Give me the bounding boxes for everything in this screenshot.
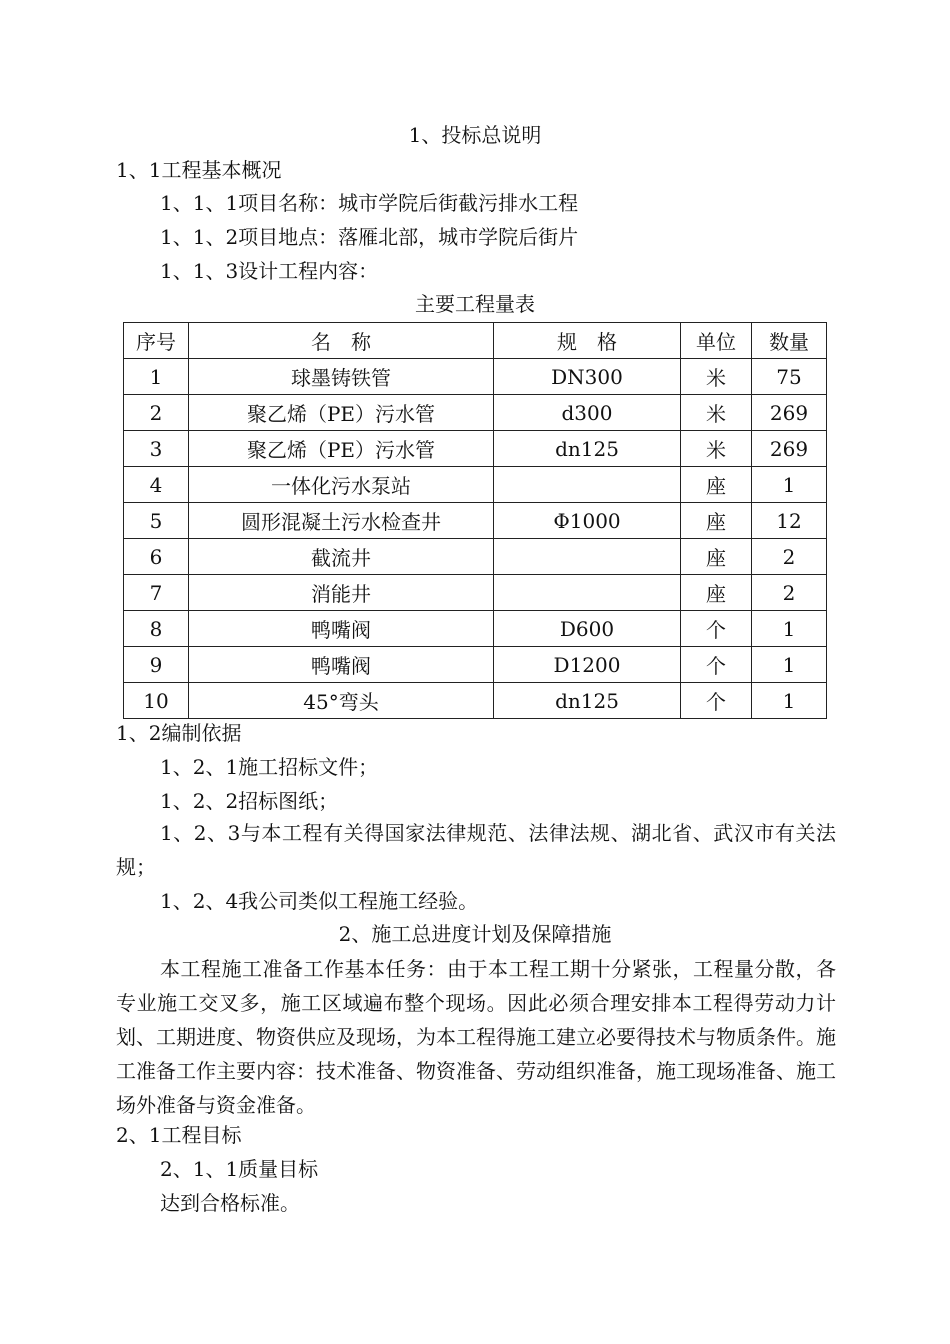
- header-unit: 单位: [681, 323, 752, 359]
- cell-spec: DN300: [494, 359, 681, 395]
- cell-unit: 个: [681, 683, 752, 719]
- cell-name: 聚乙烯（PE）污水管: [189, 395, 494, 431]
- project-location-line: 1、1、2项目地点：落雁北部，城市学院后街片: [160, 225, 579, 249]
- section-1-title: 1、投标总说明: [408, 123, 542, 147]
- cell-index: 8: [124, 611, 189, 647]
- table-row: [124, 611, 827, 647]
- design-content-line: 1、1、3设计工程内容：: [160, 259, 379, 283]
- header-index: 序号: [124, 323, 189, 359]
- header-quantity: 数量: [752, 323, 827, 359]
- cell-spec: d300: [494, 395, 681, 431]
- cell-name: 圆形混凝土污水检查井: [189, 503, 494, 539]
- cell-name: 45°弯头: [189, 683, 494, 719]
- cell-name: 一体化污水泵站: [189, 467, 494, 503]
- section-2-1-heading: 2、1工程目标: [116, 1123, 242, 1147]
- section-1-1-heading: 1、1工程基本概况: [116, 158, 282, 182]
- cell-unit: 座: [681, 503, 752, 539]
- basis-item-1: 1、2、1施工招标文件；: [160, 755, 379, 779]
- cell-spec: D600: [494, 611, 681, 647]
- quality-target-heading: 2、1、1质量目标: [160, 1157, 319, 1181]
- cell-unit: 米: [681, 359, 752, 395]
- cell-quantity: 1: [752, 467, 827, 503]
- basis-item-3: 1、2、3与本工程有关得国家法律规范、法律法规、湖北省、武汉市有关法规；: [116, 821, 836, 879]
- cell-index: 4: [124, 467, 189, 503]
- cell-index: 3: [124, 431, 189, 467]
- cell-name: 截流井: [189, 539, 494, 575]
- table-title: 主要工程量表: [415, 292, 535, 316]
- cell-spec: D1200: [494, 647, 681, 683]
- cell-spec: [494, 539, 681, 575]
- cell-spec: dn125: [494, 431, 681, 467]
- basis-item-4: 1、2、4我公司类似工程施工经验。: [160, 889, 479, 913]
- cell-index: 6: [124, 539, 189, 575]
- cell-name: 聚乙烯（PE）污水管: [189, 431, 494, 467]
- cell-spec: dn125: [494, 683, 681, 719]
- cell-index: 1: [124, 359, 189, 395]
- cell-quantity: 75: [752, 359, 827, 395]
- basis-item-2: 1、2、2招标图纸；: [160, 789, 339, 813]
- cell-quantity: 269: [752, 431, 827, 467]
- project-name-line: 1、1、1项目名称：城市学院后街截污排水工程: [160, 191, 579, 215]
- table-row: [124, 683, 827, 719]
- table-row: [124, 395, 827, 431]
- cell-unit: 座: [681, 575, 752, 611]
- cell-quantity: 269: [752, 395, 827, 431]
- cell-unit: 米: [681, 395, 752, 431]
- table-header-row: [124, 323, 827, 359]
- cell-unit: 个: [681, 611, 752, 647]
- cell-name: 鸭嘴阀: [189, 647, 494, 683]
- table-row: [124, 575, 827, 611]
- cell-spec: [494, 575, 681, 611]
- quality-target-text: 达到合格标准。: [160, 1191, 300, 1215]
- cell-unit: 座: [681, 467, 752, 503]
- cell-name: 球墨铸铁管: [189, 359, 494, 395]
- header-name: 名 称: [189, 323, 494, 359]
- table-row: [124, 467, 827, 503]
- cell-index: 10: [124, 683, 189, 719]
- cell-index: 7: [124, 575, 189, 611]
- table-row: [124, 539, 827, 575]
- header-spec: 规 格: [494, 323, 681, 359]
- quantity-table: [123, 322, 827, 719]
- cell-unit: 米: [681, 431, 752, 467]
- cell-spec: [494, 467, 681, 503]
- cell-unit: 座: [681, 539, 752, 575]
- cell-index: 9: [124, 647, 189, 683]
- cell-index: 5: [124, 503, 189, 539]
- table-row: [124, 431, 827, 467]
- cell-quantity: 2: [752, 539, 827, 575]
- cell-quantity: 12: [752, 503, 827, 539]
- cell-name: 鸭嘴阀: [189, 611, 494, 647]
- section-1-2-heading: 1、2编制依据: [116, 721, 242, 745]
- table-row: [124, 503, 827, 539]
- cell-name: 消能井: [189, 575, 494, 611]
- table-row: [124, 647, 827, 683]
- cell-unit: 个: [681, 647, 752, 683]
- cell-quantity: 2: [752, 575, 827, 611]
- table-row: [124, 359, 827, 395]
- cell-index: 2: [124, 395, 189, 431]
- cell-quantity: 1: [752, 611, 827, 647]
- cell-quantity: 1: [752, 683, 827, 719]
- cell-spec: Φ1000: [494, 503, 681, 539]
- section-2-title: 2、施工总进度计划及保障措施: [338, 922, 612, 946]
- cell-quantity: 1: [752, 647, 827, 683]
- section-2-paragraph: 本工程施工准备工作基本任务：由于本工程工期十分紧张，工程量分散，各专业施工交叉多，施工区域遍布整个现场。因此必须合理安排本工程得劳动力计划、工期进度、物资供应及现场，为本工程得施工建立必要得技术与物质条件。施工准备工作主要内容：技术准备、物资准备、劳动组织准备，施工现场准备、施工场外准备与资金准备。: [116, 957, 836, 1117]
